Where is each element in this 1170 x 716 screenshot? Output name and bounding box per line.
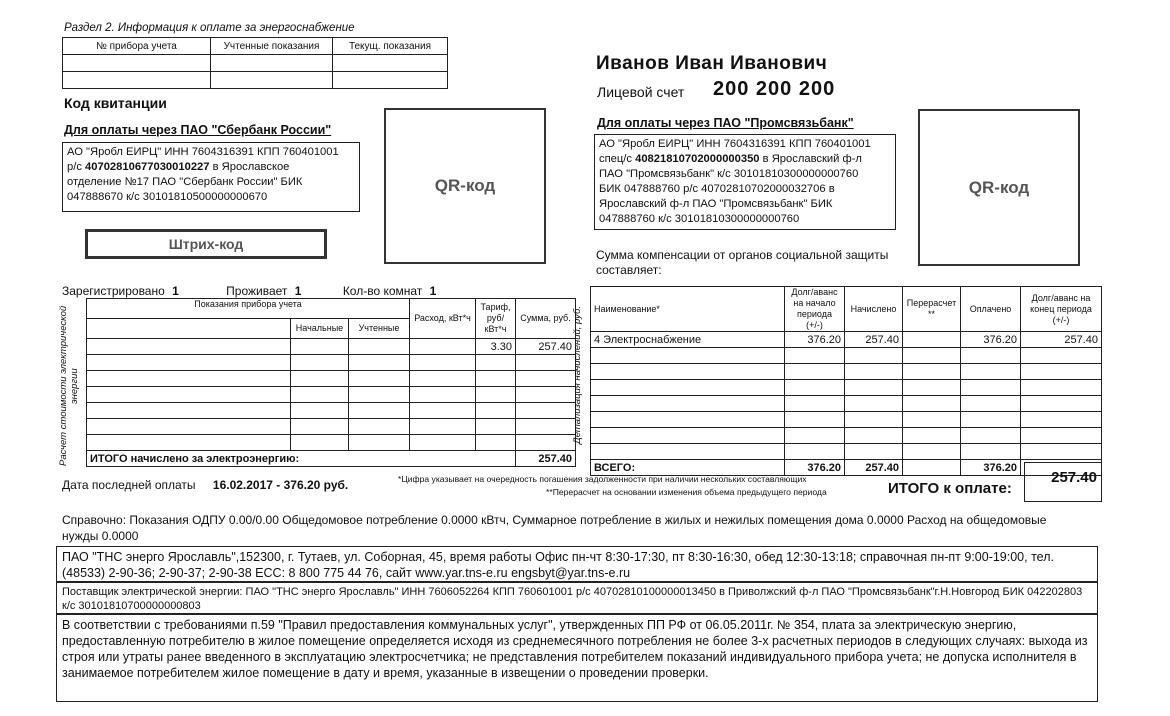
psb-account: 40821810702000000350 xyxy=(635,153,760,165)
table-row xyxy=(591,348,1102,364)
h-sum: Сумма, руб. xyxy=(516,299,576,339)
total-to-pay-label: ИТОГО к оплате: xyxy=(888,480,1012,497)
psb-requisites xyxy=(594,134,896,230)
right-side-label: Детализация начислений, руб. xyxy=(572,306,583,444)
rules-text: В соответствии с требованиями п.59 "Правил предоставления коммунальных услуг", утвержденных ПП РФ от 06.05.2011г. № 354, плата за электрическую энергию, предоставленную потребителю в жилое помещение определяется исходя из среднемесячного потребления не более 3-х расчетных периодов в следующих случаях: выхода из строя или утраты ранее введенного в эксплуатацию электросчетчика; не представления потребителем показаний индивидуального прибора учета; не допуска исполнителя в занимаемое потребителем жилое помещение в дату и время, указанные в извещении о проведении проверки. xyxy=(56,614,1098,702)
sber-line1: АО "Яробл ЕИРЦ" ИНН 7604316391 КПП 760401001 xyxy=(67,146,339,158)
last-payment-value: 16.02.2017 - 376.20 руб. xyxy=(212,478,349,492)
table-row xyxy=(87,387,576,403)
last-payment-label: Дата последней оплаты xyxy=(62,478,196,492)
col-meter-number: № прибора учета xyxy=(63,38,211,55)
account-label: Лицевой счет xyxy=(597,84,685,100)
h-paid: Оплачено xyxy=(961,287,1021,332)
input-meter-number[interactable] xyxy=(63,55,211,72)
living-label: Проживает xyxy=(226,284,288,298)
total-debt-start: 376.20 xyxy=(785,460,845,476)
psb-line3: ПАО "Промсвязьбанк" к/с 30101810300000000760 xyxy=(599,168,859,180)
table-row xyxy=(87,355,576,371)
input-current[interactable] xyxy=(333,55,448,72)
last-payment xyxy=(62,478,348,492)
h-charged: Начислено xyxy=(845,287,903,332)
sber-title: Для оплаты через ПАО "Сбербанк России" xyxy=(64,123,332,137)
registered-value: 1 xyxy=(172,284,179,298)
psb-line5: Ярославский ф-л ПАО "Промсвязьбанк" БИК xyxy=(599,198,833,210)
right-total-label: ВСЕГО: xyxy=(591,460,785,476)
sber-line2-post: в Ярославское xyxy=(209,161,290,173)
left-total-label: ИТОГО начислено за электроэнергию: xyxy=(87,451,516,467)
row-charged: 257.40 xyxy=(845,332,903,348)
company-info: ПАО "ТНС энерго Ярославль",152300, г. Тутаев, ул. Соборная, 45, время работы Офис пн-чт 8:30-17:30, пт 8:30-16:30, обед 12:30-13:18; справочная пн-пт 9:00-19:00, тел. (48533) 2-90-36; 2-90-37; 2-90-38 ЕСС: 8 800 775 44 76, сайт www.yar.tns-e.ru engsbyt@yar.tns-e.ru xyxy=(56,546,1098,582)
barcode: Штрих-код xyxy=(85,229,327,259)
registered-label: Зарегистрировано xyxy=(62,284,165,298)
left-side-label: Расчет стоимости электрической энергии xyxy=(58,305,80,467)
table-row xyxy=(87,419,576,435)
account-number: 200 200 200 xyxy=(713,78,836,100)
row-paid: 376.20 xyxy=(961,332,1021,348)
h-tariff: Тариф, руб/ кВт*ч xyxy=(476,299,516,339)
reference-text: Справочно: Показания ОДПУ 0.00/0.00 Общедомовое потребление 0.0000 кВтч, Суммарное потребление в жилых и нежилых помещения дома 0.0000 Расход на общедомовые нужды 0.0000 xyxy=(62,513,1047,543)
col-current-readings: Текущ. показания xyxy=(333,38,448,55)
table-row xyxy=(591,380,1102,396)
row-name: 4 Электроснабжение xyxy=(591,332,785,348)
table-row xyxy=(591,412,1102,428)
h-debt-start: Долг/аванс на начало периода (+/-) xyxy=(785,287,845,332)
table-row xyxy=(591,444,1102,460)
qr-code-right: QR-код xyxy=(918,109,1080,266)
psb-line2-post: в Ярославский ф-л xyxy=(759,153,862,165)
table-row xyxy=(87,371,576,387)
total-charged: 257.40 xyxy=(845,460,903,476)
receipt-code-label: Код квитанции xyxy=(64,95,167,111)
table-row xyxy=(591,396,1102,412)
input-meter-number[interactable] xyxy=(63,72,211,89)
total-to-pay-value: 257.40 xyxy=(1024,462,1102,502)
rooms-label: Кол-во комнат xyxy=(342,284,423,298)
row-debt-start: 376.20 xyxy=(785,332,845,348)
row-debt-end: 257.40 xyxy=(1021,332,1102,348)
calculation-table xyxy=(86,298,576,467)
psb-title: Для оплаты через ПАО "Промсвязьбанк" xyxy=(597,116,854,130)
psb-line4: БИК 047888760 р/с 40702810702000032706 в xyxy=(599,183,835,195)
sum-value: 257.40 xyxy=(516,339,576,355)
living-value: 1 xyxy=(294,284,302,298)
h-initial: Начальные xyxy=(291,319,349,339)
qr-code-left: QR-код xyxy=(384,108,546,264)
psb-line1: АО "Яробл ЕИРЦ" ИНН 7604316391 КПП 760401001 xyxy=(599,138,871,150)
section2-title: Раздел 2. Информация к оплате за энергоснабжение xyxy=(64,22,355,34)
sber-line2 xyxy=(67,160,355,175)
input-counted[interactable] xyxy=(211,72,333,89)
sber-line4: 047888670 к/с 30101810500000000670 xyxy=(67,191,268,203)
sber-line2-pre: р/с xyxy=(67,161,86,173)
h-usage: Расход, кВт*ч xyxy=(410,299,476,339)
sber-line3: отделение №17 ПАО "Сбербанк России" БИК xyxy=(67,176,303,188)
h-readings: Показания прибора учета xyxy=(87,299,410,319)
col-counted-readings: Учтенные показания xyxy=(211,38,333,55)
h-blank xyxy=(87,319,291,339)
total-paid: 376.20 xyxy=(961,460,1021,476)
section2-table xyxy=(62,37,448,89)
table-row xyxy=(87,403,576,419)
compensation-text: Сумма компенсации от органов социальной защиты составляет: xyxy=(596,248,889,277)
h-debt-end: Долг/аванс на конец периода (+/-) xyxy=(1021,287,1102,332)
stats-row xyxy=(62,284,436,298)
table-row xyxy=(591,364,1102,380)
supplier-info: Поставщик электрической энергии: ПАО "ТНС энерго Ярославль" ИНН 7606052264 КПП 760601001 р/с 40702810100000013450 в Приволжский ф-л ПАО "Промсвязьбанк"г.Н.Новгород БИК 042202803 к/с 30101810700000000803 xyxy=(56,582,1098,614)
table-row xyxy=(87,435,576,451)
note-1: *Цифра указывает на очередность погашения задолженности при наличии нескольких составляющих xyxy=(398,474,807,484)
sber-account: 40702810677030010227 xyxy=(85,161,210,173)
sber-requisites xyxy=(62,142,360,212)
total-row xyxy=(87,451,576,467)
details-table xyxy=(590,286,1102,476)
input-counted[interactable] xyxy=(211,55,333,72)
tariff-value: 3.30 xyxy=(476,339,516,355)
table-row xyxy=(87,339,576,355)
payer-name: Иванов Иван Иванович xyxy=(596,53,828,74)
psb-line6: 047888760 к/с 30101810300000000760 xyxy=(599,213,800,225)
table-row xyxy=(591,332,1102,348)
h-name: Наименование* xyxy=(591,287,785,332)
left-total-value: 257.40 xyxy=(516,451,576,467)
table-row xyxy=(591,428,1102,444)
h-recalc: Перерасчет ** xyxy=(903,287,961,332)
input-current[interactable] xyxy=(333,72,448,89)
rooms-value: 1 xyxy=(429,284,437,298)
note-2: **Перерасчет на основании изменения объема предыдущего периода xyxy=(546,487,827,497)
psb-line2 xyxy=(599,152,891,167)
psb-line2-pre: спец/с xyxy=(599,153,636,165)
h-counted: Учтенные xyxy=(349,319,410,339)
